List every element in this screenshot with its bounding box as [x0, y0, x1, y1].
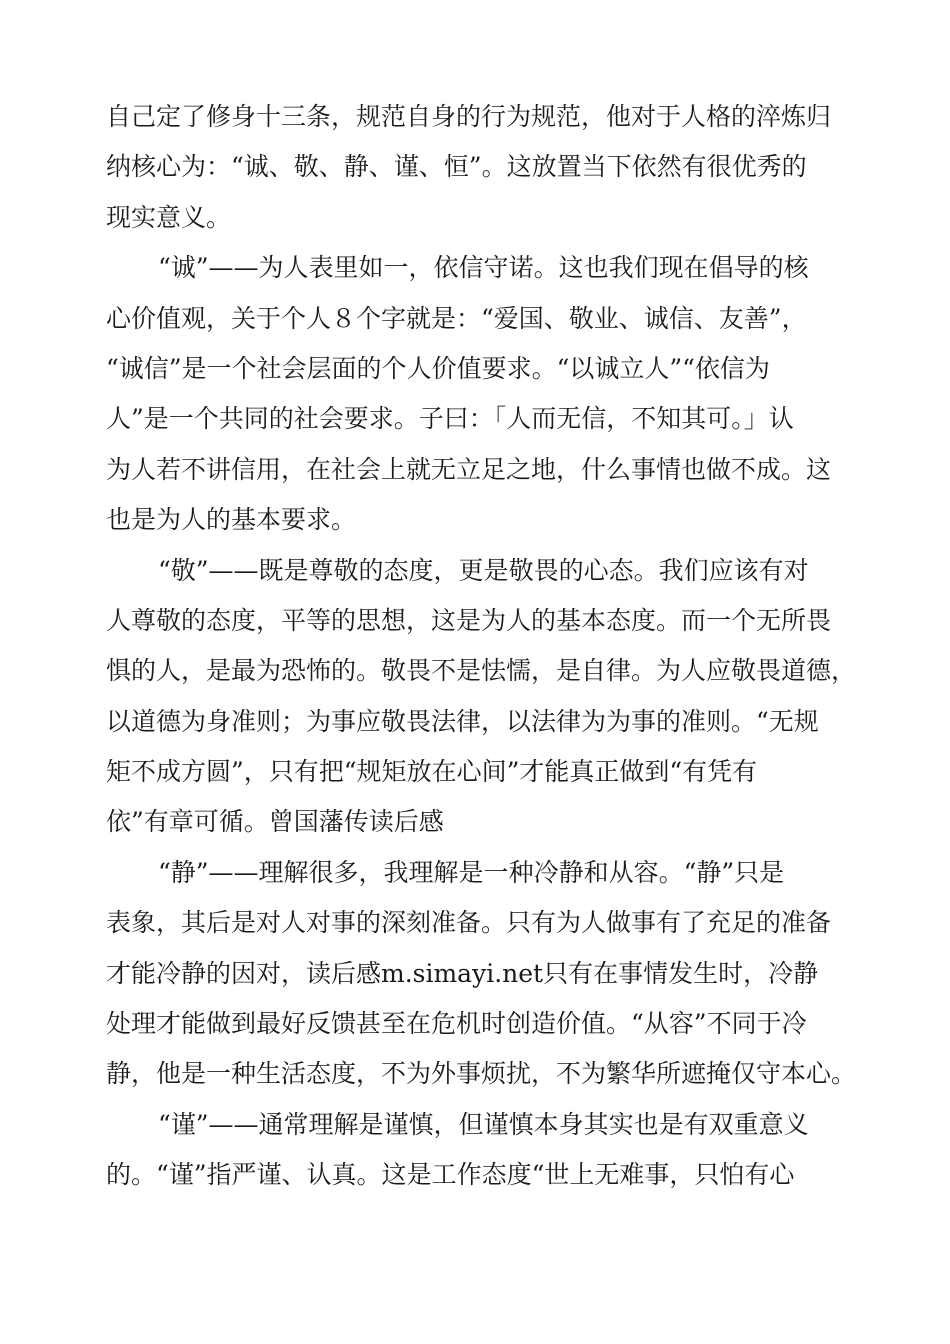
text-line: 纳核心为：“诚、敬、静、谨、恒”。这放置当下依然有很优秀的 [106, 152, 807, 182]
text-line: “诚信”是一个社会层面的个人价值要求。“以诚立人”“依信为 [106, 353, 770, 383]
text-line: 心价值观，关于个人８个字就是：“爱国、敬业、诚信、友善”， [106, 303, 807, 333]
text-line: “静”——理解很多，我理解是一种冷静和从容。“静”只是 [158, 857, 785, 887]
text-line: “敬”——既是尊敬的态度，更是敬畏的心态。我们应该有对 [158, 555, 809, 585]
text-line: 矩不成方圆”，只有把“规矩放在心间”才能真正做到“有凭有 [106, 757, 758, 787]
document-body [106, 92, 866, 1201]
text-line: 处理才能做到最好反馈甚至在危机时创造价值。“从容”不同于冷 [106, 1009, 807, 1039]
text-line: “诚”——为人表里如一，依信守诺。这也我们现在倡导的核 [158, 253, 809, 283]
text-line: 也是为人的基本要求。 [106, 505, 357, 535]
text-line: 表象，其后是对人对事的深刻准备。只有为人做事有了充足的准备 [106, 908, 832, 938]
text-line: 人”是一个共同的社会要求。子曰：「人而无信，不知其可。」认 [106, 404, 794, 434]
text-line: 自己定了修身十三条，规范自身的行为规范，他对于人格的淬炼归 [106, 102, 832, 131]
text-line: 惧的人，是最为恐怖的。敬畏不是怯懦，是自律。为人应敬畏道德， [106, 656, 857, 686]
text-line: 依”有章可循。曾国藩传读后感 [106, 807, 444, 837]
text-line: 现实意义。 [106, 202, 232, 232]
text-line: “谨”——通常理解是谨慎，但谨慎本身其实也是有双重意义 [158, 1109, 809, 1139]
text-line: 以道德为身准则；为事应敬畏法律，以法律为为事的准则。“无规 [106, 706, 819, 736]
text-line: 为人若不讲信用，在社会上就无立足之地，什么事情也做不成。这 [106, 454, 832, 484]
text-line: 静，他是一种生活态度，不为外事烦扰，不为繁华所遮掩仅守本心。 [106, 1059, 857, 1089]
text-line: 人尊敬的态度，平等的思想，这是为人的基本态度。而一个无所畏 [106, 605, 832, 635]
text-line: 才能冷静的因对，读后感m.simayi.net只有在事情发生时，冷静 [106, 958, 819, 988]
text-line: 的。“谨”指严谨、认真。这是工作态度“世上无难事，只怕有心 [106, 1160, 795, 1190]
